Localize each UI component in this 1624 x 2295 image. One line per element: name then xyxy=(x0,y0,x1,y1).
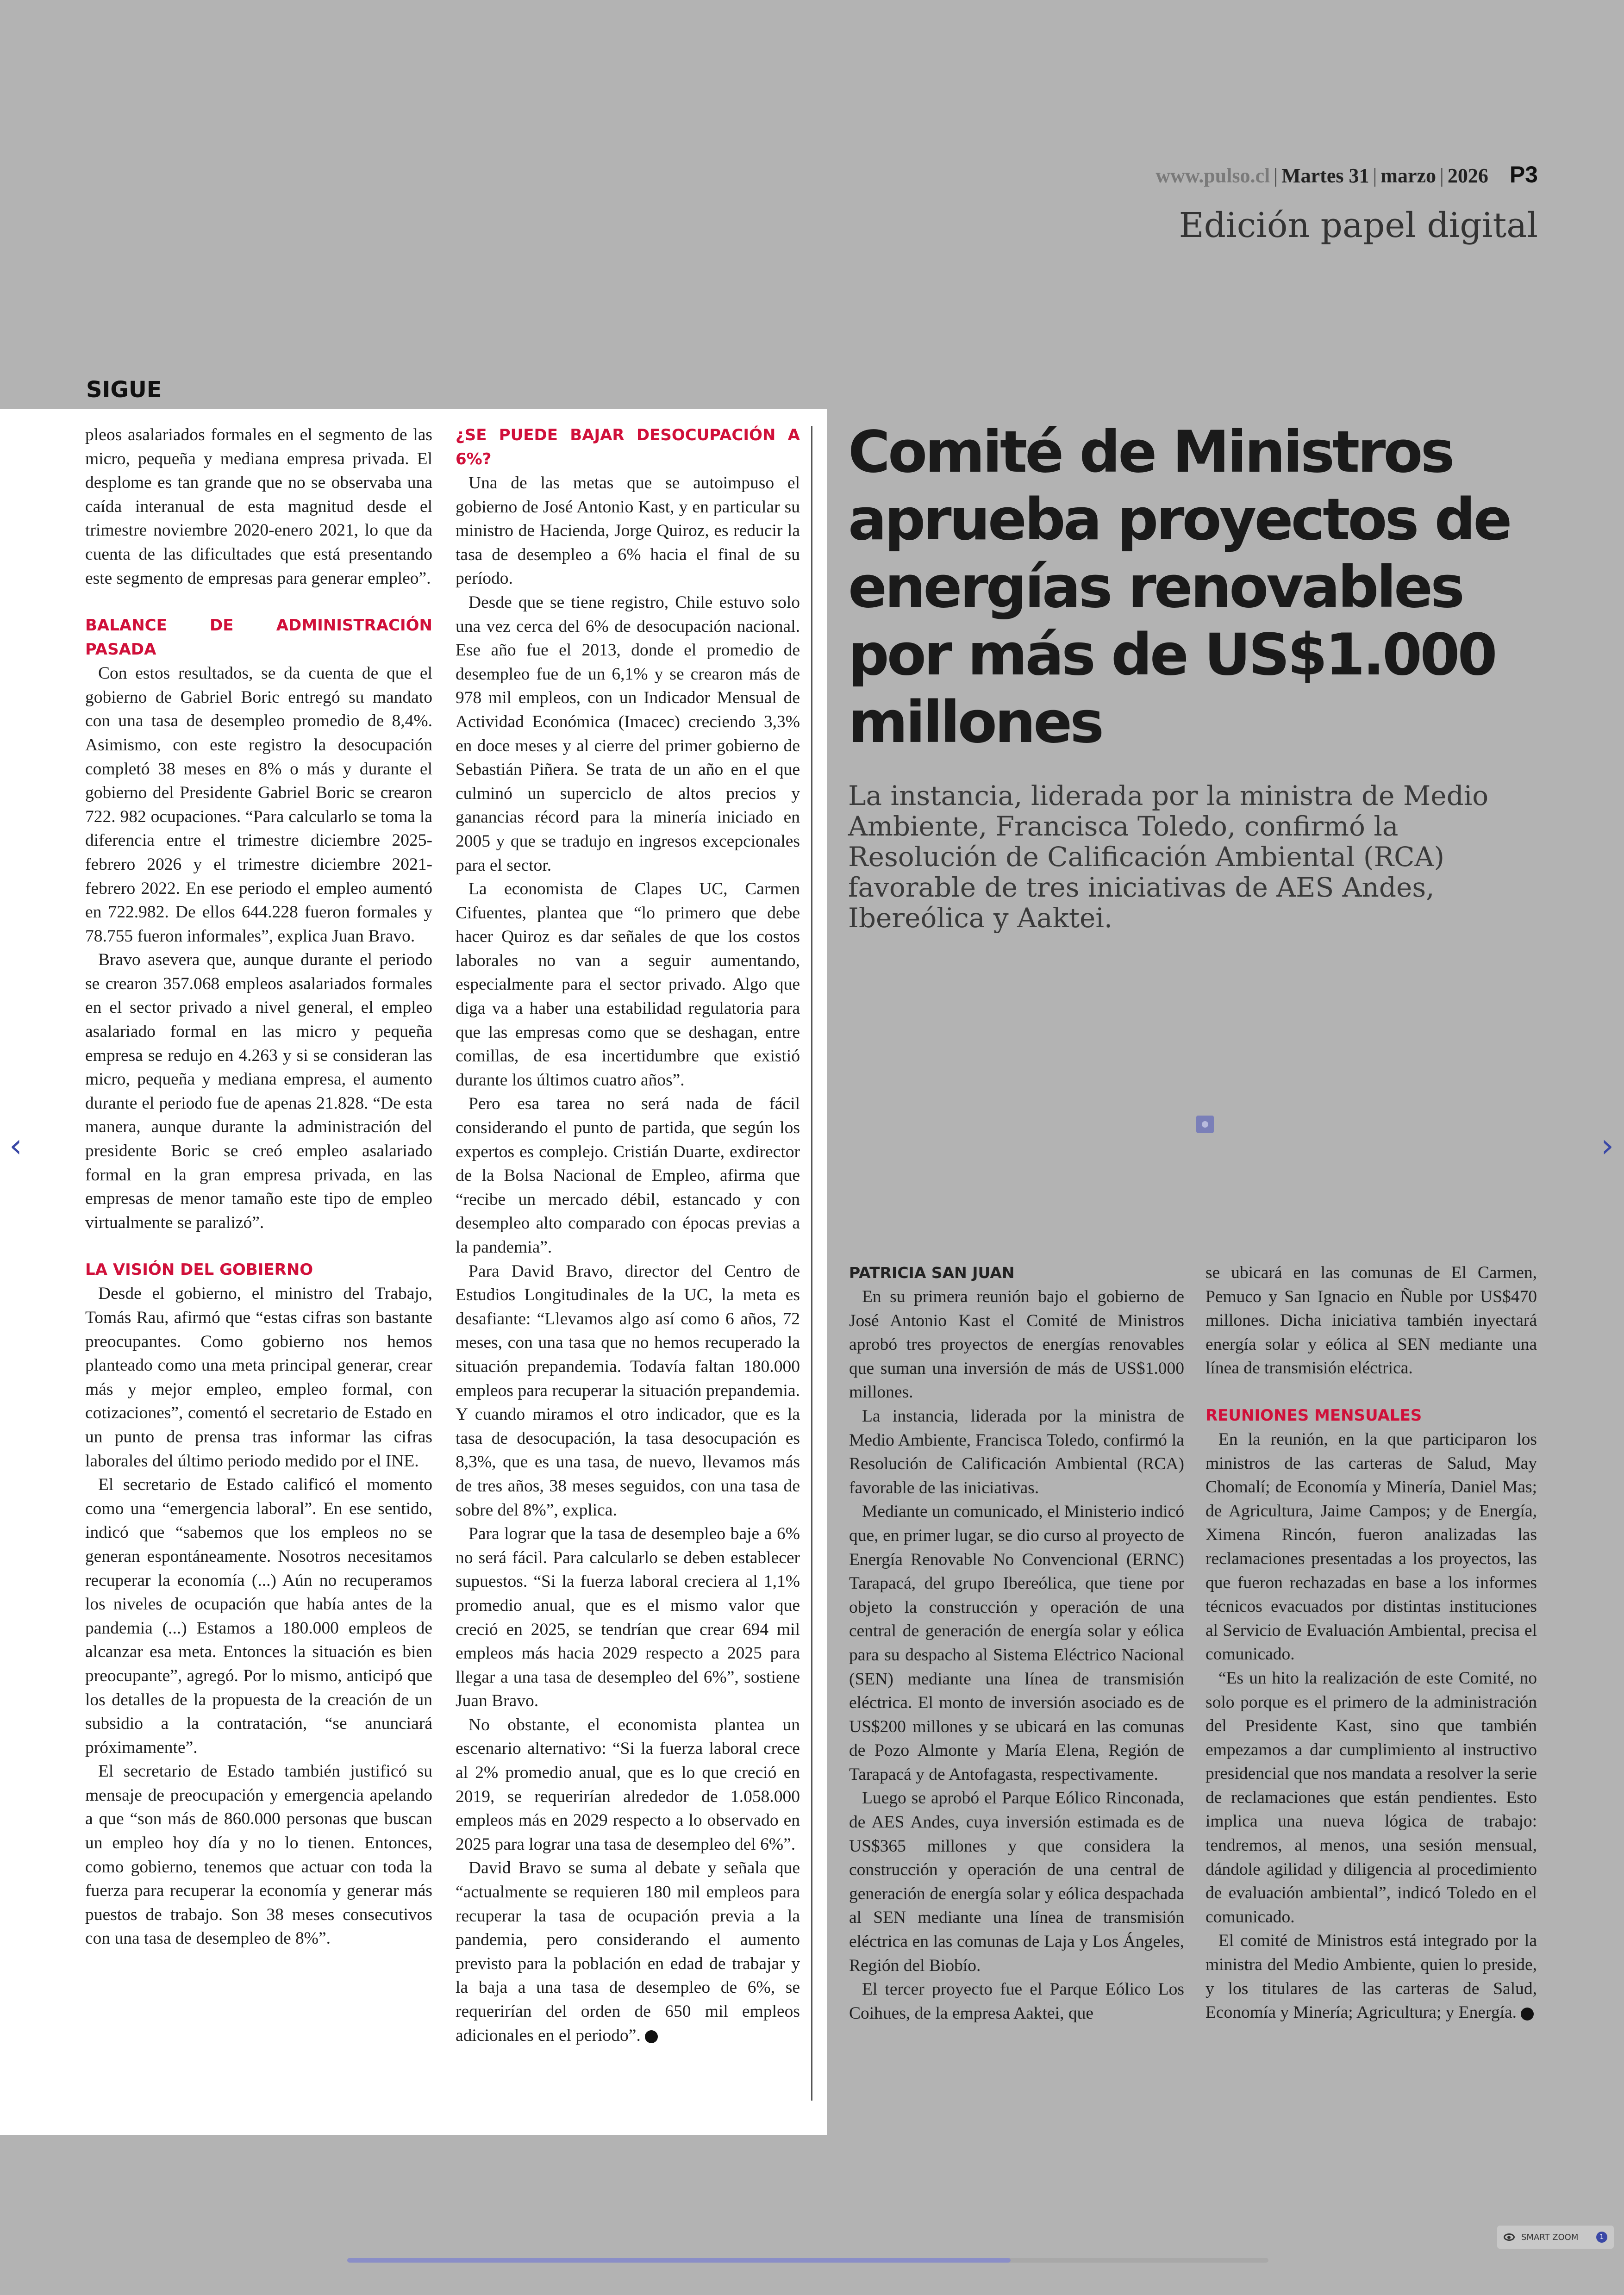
paragraph: Mediante un comunicado, el Ministerio indicó que, en primer lugar, se dio curso al proyecto de Energía Renovable No Convencional (ERNC) Tarapacá, del grupo Ibereólica, que tiene por objeto la construcción y operación de una central de generación de energía solar y eólica para su despacho al Sistema Eléctrico Nacional (SEN) mediante una línea de transmisión eléctrica. El monto de inversión asociado es de US$200 millones y se ubicará en las comunas de Pozo Almonte y María Elena, Región de Tarapacá y de Antofagasta, respectivamente. xyxy=(849,1502,1184,1784)
paragraph: El secretario de Estado también justificó su mensaje de preocupación y emergencia apelando a que “son más de 860.000 personas que buscan un empleo hoy día y no lo tienen. Entonces, como gobierno, tenemos que actuar con toda la fuerza para recuperar la economía y generar más puestos de trabajo. Son 38 meses consecutivos con una tasa de desempleo de 8%”. xyxy=(85,1762,432,1948)
smart-zoom-button[interactable] xyxy=(1497,2226,1614,2249)
paragraph: Una de las metas que se autoimpuso el gobierno de José Antonio Kast, y en particular su ministro de Hacienda, Jorge Quiroz, es reducir la tasa de desempleo a 6% hacia el final de su período. xyxy=(456,474,800,588)
byline: PATRICIA SAN JUAN xyxy=(849,1264,1015,1282)
page-header: www.pulso.cl | Martes 31 | marzo | 2026 P3 xyxy=(1156,162,1538,187)
paragraph: La instancia, liderada por la ministra de Medio Ambiente, Francisca Toledo, confirmó la Resolución de Calificación Ambiental (RCA) favorable de las iniciativas. xyxy=(849,1406,1184,1497)
edition-label: Edición papel digital xyxy=(1179,206,1538,245)
left-article-column-1 xyxy=(85,423,432,1951)
paragraph: Bravo asevera que, aunque durante el periodo se crearon 357.068 empleos asalariados formales en el sector privado a nivel general, el empleo asalariado formal en las micro y pequeña empresa se redujo en 4.263 y si se consideran las micro, pequeña y mediana empresa, el aumento durante el periodo fue de apenas 21.828. “De esta manera, aunque durante la administración del presidente Boric se creó empleo asalariado formal en la gran empresa privada, en las empresas de menor tamaño este tipo de empleo virtualmente se paralizó”. xyxy=(85,950,432,1232)
page-progress-bar[interactable] xyxy=(347,2258,1268,2263)
subhead: ¿SE PUEDE BAJAR DESOCUPACIÓN A 6%? xyxy=(456,426,800,468)
paragraph: Luego se aprobó el Parque Eólico Rinconada, de AES Andes, cuya inversión estimada es de US$365 millones y que considera la construcción y operación de una central de generación de energía solar y eólica despachada al SEN mediante una línea de transmisión eléctrica en las comunas de Laja y Los Ángeles, Región del Biobío. xyxy=(849,1789,1184,1975)
end-mark-icon xyxy=(645,2030,658,2043)
site-url[interactable]: www.pulso.cl xyxy=(1156,164,1270,187)
paragraph: Pero esa tarea no será nada de fácil considerando el punto de partida, que según los expertos es complejo. Cristián Duarte, exdirector de la Bolsa Nacional de Empleo, afirma que “recibe un mercado débil, estancado y con desempleo alto comparado con épocas previas a la pandemia”. xyxy=(456,1094,800,1257)
subhead: BALANCE DE ADMINISTRACIÓN PASADA xyxy=(85,616,432,659)
paragraph: pleos asalariados formales en el segmento de las micro, pequeña y mediana empresa privada. El desplome es tan grande que no se observaba una caída interanual de esta magnitud desde el trimestre noviembre 2020-enero 2021, lo que da cuenta de las dificultades que está presentando este segmento de empresas para generar empleo”. xyxy=(85,425,432,588)
paragraph: La economista de Clapes UC, Carmen Cifuentes, plantea que “lo primero que debe hacer Quiroz es dar señales de que los costos laborales no van a seguir aumentando, especialmente para el sector privado. Algo que diga va a haber una estabilidad regulatoria para que las empresas como que se deshagan, entre comillas, de esa incertidumbre que existió durante los últimos cuatro años”. xyxy=(456,879,800,1090)
photo-placeholder-icon[interactable] xyxy=(1196,1116,1214,1133)
article-headline: Comité de Ministros aprueba proyectos de energías renovables por más de US$1.000 millones xyxy=(848,419,1510,756)
paragraph: Desde que se tiene registro, Chile estuvo solo una vez cerca del 6% de desocupación nacional. Ese año fue el 2013, donde el promedio de desempleo fue de un 6,1% y se crearon más de 978 mil empleos, con un Indicador Mensual de Actividad Económica (Imacec) creciendo 3,3% en doce meses y al cierre del primer gobierno de Sebastián Piñera. Se trata de un año en el que culminó un superciclo de altos precios y ganancias récord para la minería iniciado en 2005 y que se tradujo en ingresos excepcionales para el sector. xyxy=(456,592,800,875)
paragraph: El secretario de Estado calificó el momento como una “emergencia laboral”. En ese sentido, indicó que “sabemos que los empleos no se generan espontáneamente. Nosotros necesitamos recuperar la economía (...) Aún no recuperamos los niveles de ocupación que había antes de la pandemia (...) Estamos a 180.000 empleos de alcanzar esa meta. Entonces la situación es bien preocupante”, agregó. Por lo mismo, anticipó que los detalles de la propuesta de la creación de un subsidio a la contratación, “se anunciará próximamente”. xyxy=(85,1475,432,1757)
issue-day: Martes 31 xyxy=(1281,164,1369,187)
paragraph: Para lograr que la tasa de desempleo baje a 6% no será fácil. Para calcularlo se deben establecer supuestos. “Si la fuerza laboral creciera al 1,1% promedio anual, que es el mismo valor que creció en 2025, se tendrían que crear 694 mil empleos más hacia 2029 respecto a 2025 para llegar a una tasa de desempleo del 6%”, sostiene Juan Bravo. xyxy=(456,1524,800,1711)
paragraph: En su primera reunión bajo el gobierno de José Antonio Kast el Comité de Ministros aprobó tres proyectos de energías renovables que suman una inversión de más de US$1.000 millones. xyxy=(849,1287,1184,1402)
paragraph: “Es un hito la realización de este Comité, no solo porque es el primero de la administración del Presidente Kast, sino que también empezamos a dar cumplimiento al instructivo presidencial que nos mandata a resolver la serie de reclamaciones que están pendientes. Esto implica una nueva lógica de trabajo: tendremos, al menos, una sesión mensual, dándole agilidad y diligencia al procedimiento de evaluación ambiental”, indicó Toledo en el comunicado. xyxy=(1206,1668,1537,1927)
paragraph-final: David Bravo se suma al debate y señala que “actualmente se requieren 180 mil empleos para recuperar la tasa de ocupación previa a la pandemia, pero considerando el aumento previsto para la población en edad de trabajar y la baja a una tasa de desempleo de 6%, se requerirían del orden de 650 mil empleos adicionales en el periodo”. xyxy=(456,1858,800,2045)
subhead: LA VISIÓN DEL GOBIERNO xyxy=(85,1260,313,1279)
eye-icon xyxy=(1504,2233,1515,2241)
paragraph: Para David Bravo, director del Centro de Estudios Longitudinales de la UC, la meta es desafiante: “Llevamos algo así como 6 años, 72 meses, con una tasa que no hemos recuperado la situación prepandemia. Todavía faltan 180.000 empleos para recuperar la situación prepandemia. Y cuando miramos el otro indicador, que es la tasa de desocupación, la tasa desocupación es 8,3%, que es una tasa, de nuevo, llevamos más de tres años, 38 meses seguidos, con una tasa de sobre del 8%”, explica. xyxy=(456,1261,800,1520)
page-number: P3 xyxy=(1509,162,1538,187)
right-article-column-1 xyxy=(849,1261,1184,2025)
end-mark-icon xyxy=(1521,2008,1534,2021)
paragraph: se ubicará en las comunas de El Carmen, Pemuco y San Ignacio en Ñuble por US$470 millones. Dicha iniciativa también inyectará energía solar y eólica al SEN mediante una línea de transmisión eléctrica. xyxy=(1206,1263,1537,1378)
column-divider xyxy=(811,426,812,2101)
smart-zoom-label: SMART ZOOM xyxy=(1521,2232,1579,2242)
paragraph: Desde el gobierno, el ministro del Trabajo, Tomás Rau, afirmó que “estas cifras son bastante preocupantes. Como gobierno nos hemos planteado como una meta principal generar, crear más y mejor empleo, empleo formal, con cotizaciones”, comentó el secretario de Estado en un punto de prensa tras informar las cifras laborales del último periodo medido por el INE. xyxy=(85,1284,432,1471)
paragraph: El tercer proyecto fue el Parque Eólico Los Coihues, de la empresa Aaktei, que xyxy=(849,1980,1184,2023)
right-article-column-2 xyxy=(1206,1261,1537,2025)
paragraph: En la reunión, en la que participaron los ministros de las carteras de Salud, May Chomalí; de Economía y Minería, Daniel Mas; de Agricultura, Jaime Campos; y de Energía, Ximena Rincón, fueron analizadas las reclamaciones presentadas a los proyectos, las que fueron rechazadas en base a los informes técnicos evacuados por distintas instituciones al Servicio de Evaluación Ambiental, precisa el comunicado. xyxy=(1206,1429,1537,1664)
paragraph-final: El comité de Ministros está integrado por la ministra del Medio Ambiente, quien lo preside, y los titulares de las carteras de Salud, Economía y Minería; Agricultura; y Energía. xyxy=(1206,1931,1537,2022)
subhead: REUNIONES MENSUALES xyxy=(1206,1406,1422,1425)
section-tag: SIGUE xyxy=(86,377,162,403)
smart-zoom-count: 1 xyxy=(1596,2232,1607,2243)
page-progress-fill xyxy=(347,2258,1011,2263)
previous-page-icon[interactable]: ‹ xyxy=(9,1127,22,1165)
issue-year: 2026 xyxy=(1447,164,1488,187)
article-deck: La instancia, liderada por la ministra de Medio Ambiente, Francisca Toledo, confirmó la Resolución de Calificación Ambiental (RCA) favorable de tres iniciativas de AES Andes, Ibereólica y Aaktei. xyxy=(848,780,1489,934)
paragraph: Con estos resultados, se da cuenta de que el gobierno de Gabriel Boric entregó su mandato con una tasa de desempleo promedio de 8,4%. Asimismo, con este registro la desocupación completó 38 meses en 8% o más y durante el gobierno del Presidente Gabriel Boric se crearon 722. 982 ocupaciones. “Para calcularlo se toma la diferencia entre el trimestre diciembre 2025-febrero 2026 y el trimestre diciembre 2021-febrero 2022. En ese periodo el empleo aumentó en 722.982. De ellos 644.228 fueron formales y 78.755 fueron informales”, explica Juan Bravo. xyxy=(85,664,432,946)
issue-month: marzo xyxy=(1380,164,1437,187)
next-page-icon[interactable]: › xyxy=(1601,1127,1614,1165)
paragraph: No obstante, el economista plantea un escenario alternativo: “Si la fuerza laboral crece al 2% promedio anual, que es lo que creció en 2019, se requerirían alrededor de 1.058.000 empleos más en 2029 respecto a lo observado en 2025 para lograr una tasa de desempleo del 6%”. xyxy=(456,1715,800,1854)
left-article-column-2 xyxy=(456,423,800,2047)
